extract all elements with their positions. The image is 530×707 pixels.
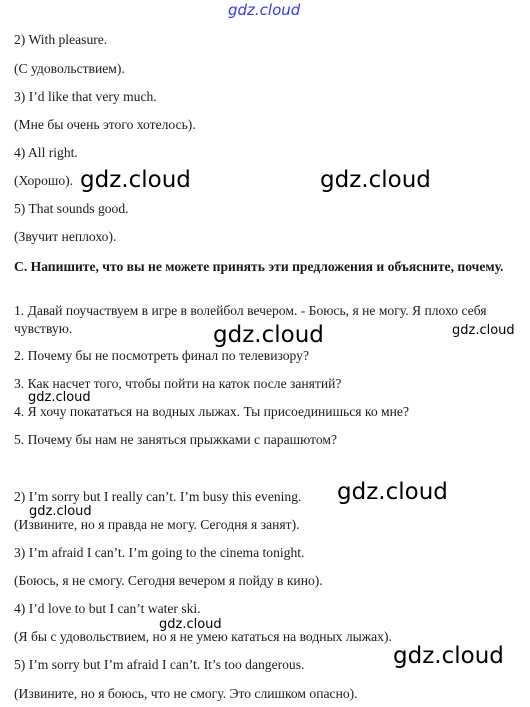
answer-line: 2) I’m sorry but I really can’t. I’m busy this evening. [14, 489, 302, 504]
answer-line: 4) All right. [14, 145, 78, 160]
translation-line: (Я бы с удовольствием, но я не умею кататься на водных лыжах). [14, 629, 392, 644]
answer-line: 2) With pleasure. [14, 32, 108, 47]
watermark: gdz.cloud [29, 504, 92, 519]
watermark: gdz.cloud [228, 1, 301, 19]
watermark: gdz.cloud [159, 617, 222, 632]
watermark: gdz.cloud [393, 643, 504, 669]
translation-line: (Извините, но я правда не могу. Сегодня я занят). [14, 517, 300, 532]
answer-line: 3) I’m afraid I can’t. I’m going to the cinema tonight. [14, 545, 305, 560]
exercise-item: 4. Я хочу покататься на водных лыжах. Ты присоединишься ко мне? [14, 404, 409, 419]
exercise-item: 5. Почему бы нам не заняться прыжками с парашютом? [14, 432, 337, 447]
watermark: gdz.cloud [80, 167, 191, 193]
translation-line: (Боюсь, я не смогу. Сегодня вечером я пойду в кино). [14, 573, 323, 588]
translation-line: (Хорошо). [14, 173, 74, 188]
translation-line: (Мне бы очень этого хотелось). [14, 117, 196, 132]
watermark: gdz.cloud [320, 167, 431, 193]
exercise-item: 1. Давай поучаствуем в игре в волейбол вечером. - Боюсь, я не могу. Я плохо себя чувствую. [14, 303, 487, 336]
watermark: gdz.cloud [452, 323, 515, 338]
answer-line: 5) I’m sorry but I’m afraid I can’t. It’s too dangerous. [14, 657, 305, 672]
translation-line: (С удовольствием). [14, 61, 125, 76]
exercise-item: 2. Почему бы не посмотреть финал по телевизору? [14, 348, 310, 363]
exercise-item: 3. Как насчет того, чтобы пойти на каток после занятий? [14, 376, 342, 391]
translation-line: (Звучит неплохо). [14, 229, 117, 244]
watermark: gdz.cloud [28, 390, 91, 405]
watermark: gdz.cloud [337, 479, 448, 505]
answer-line: 5) That sounds good. [14, 201, 129, 216]
answer-line: 3) I’d like that very much. [14, 89, 157, 104]
translation-line: (Извините, но я боюсь, что не смогу. Это слишком опасно). [14, 686, 358, 701]
watermark: gdz.cloud [213, 322, 324, 348]
section-heading: C. Напишите, что вы не можете принять эти предложения и объясните, почему. [14, 259, 504, 274]
answer-line: 4) I’d love to but I can’t water ski. [14, 601, 201, 616]
